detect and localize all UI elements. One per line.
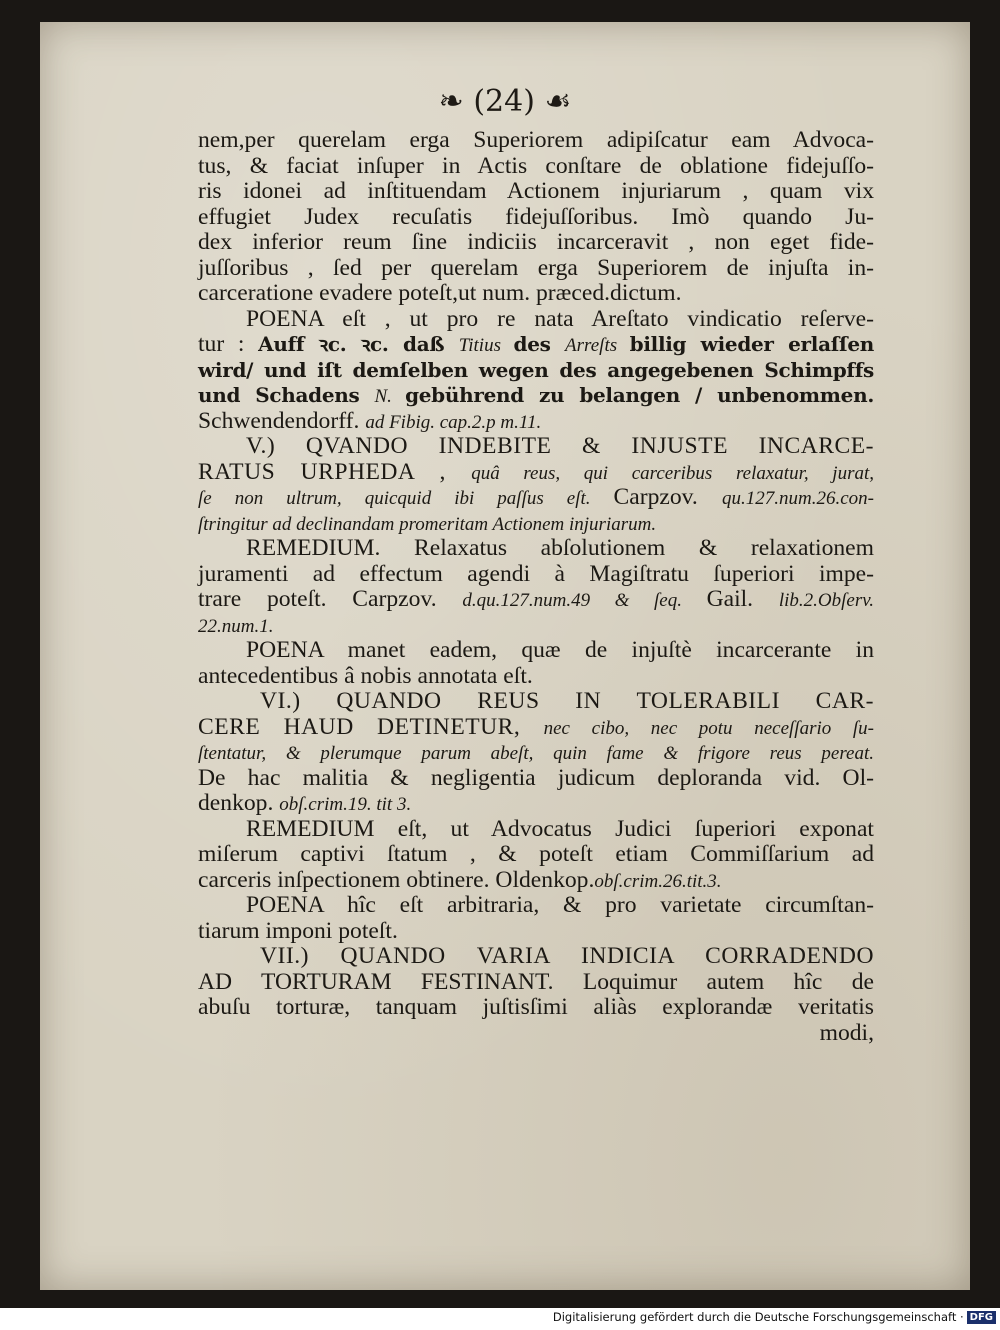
line-text: denkop.: [198, 790, 280, 816]
text-line: [198, 868, 874, 894]
text-line: [198, 281, 874, 307]
line-text: VI.) QUANDO REUS IN TOLERABILI CAR-: [260, 688, 874, 714]
italic-text: lib.2.Obſerv.: [778, 590, 874, 611]
line-text: REMEDIUM. Relaxatus abſolutionem & relaxationem: [246, 535, 874, 561]
text-line: [198, 613, 874, 639]
text-line: [198, 970, 874, 996]
line-text: carceratione evadere poteſt,ut num. præced.dictum.: [198, 280, 682, 306]
text-line: [198, 562, 874, 588]
italic-text: d.qu.127.num.49 & ſeq.: [462, 590, 707, 611]
body-text: [198, 128, 874, 1046]
page-number: [40, 84, 970, 119]
line-text: dex inferior reum ſine indiciis incarceravit , non eget fide-: [198, 229, 874, 255]
page-number-text: ❧ (24) ☙: [438, 84, 572, 119]
line-text: tus, & faciat inſuper in Actis conſtare de oblatione fidejuſſo-: [198, 152, 874, 179]
italic-text: ſtentatur, & plerumque parum abeſt, quin fame & frigore reus pereat.: [198, 743, 874, 764]
blackletter-text: gebührend zu belangen / unbenommen.: [405, 383, 874, 407]
line-text: abuſu torturæ, tanquam juſtisſimi aliàs explorandæ veritatis: [198, 994, 874, 1020]
digitization-credit: [0, 1310, 996, 1330]
italic-text: ſtringitur ad declinandam promeritam Actionem injuriarum.: [198, 513, 657, 535]
italic-text: Arreſts: [565, 335, 630, 356]
line-text: RATUS URPHEDA ,: [198, 458, 472, 485]
line-text: trare poteſt. Carpzov.: [198, 586, 463, 612]
line-text: nem,per querelam erga Superiorem adipiſcatur eam Advoca-: [198, 127, 874, 153]
blackletter-text: des: [513, 332, 566, 356]
italic-text: qu.127.num.26.con-: [722, 488, 874, 509]
line-text: V.) QVANDO INDEBITE & INJUSTE INCARCE-: [246, 433, 874, 459]
credit-text: Digitalisierung gefördert durch die Deutsche Forschungsgemeinschaft ·: [552, 1310, 964, 1324]
catchword-text: modi,: [819, 1019, 874, 1046]
line-text: carceris inſpectionem obtinere. Oldenkop.: [198, 866, 595, 893]
italic-text: obſ.crim.26.tit.3.: [594, 870, 722, 892]
text-line: [198, 307, 874, 333]
line-text: tur :: [198, 331, 259, 357]
line-text: POENA eſt , ut pro re nata Areſtato vindicatio reſerve-: [246, 305, 874, 332]
line-text: Schwendendorff.: [198, 407, 366, 434]
text-line: [198, 689, 874, 715]
line-text: effugiet Judex recuſatis fidejuſſoribus. Imò quando Ju-: [198, 203, 874, 230]
text-line: [198, 154, 874, 180]
text-line: [198, 944, 874, 970]
text-line: [198, 460, 874, 486]
blackletter-text: billig wieder erlaſſen: [629, 332, 875, 356]
blackletter-text: und Schadens: [198, 383, 375, 407]
dfg-logo: DFG: [967, 1311, 996, 1324]
text-line: [198, 409, 874, 435]
line-text: AD TORTURAM FESTINANT. Loquimur autem hîc de: [198, 968, 874, 995]
text-line: [198, 205, 874, 231]
italic-text: nec cibo, nec potu neceſſario ſu-: [543, 717, 875, 739]
text-line: [198, 893, 874, 919]
italic-text: ſe non ultrum, quicquid ibi paſſus eſt.: [198, 488, 614, 509]
book-page: [40, 22, 970, 1290]
blackletter-text: wird/ und iſt demſelben wegen des angegebenen Schimpffs: [198, 357, 874, 382]
line-text: miſerum captivi ſtatum , & poteſt etiam Commiſſarium ad: [198, 841, 874, 867]
text-line: [198, 179, 874, 205]
line-text: tiarum imponi poteſt.: [198, 917, 398, 944]
text-line: [198, 536, 874, 562]
line-text: ris idonei ad inſtituendam Actionem injuriarum , quam vix: [198, 178, 874, 204]
text-line: [198, 664, 874, 690]
text-line: [198, 995, 874, 1021]
catchword: [198, 1021, 874, 1047]
line-text: VII.) QUANDO VARIA INDICIA CORRADENDO: [260, 943, 874, 969]
line-text: Gail.: [706, 586, 779, 612]
line-text: De hac malitia & negligentia judicum deploranda vid. Ol-: [198, 764, 874, 791]
text-line: [198, 256, 874, 282]
line-text: juſſoribus , ſed per querelam erga Superiorem de injuſta in-: [198, 254, 874, 281]
italic-text: N.: [374, 386, 406, 407]
text-line: [198, 332, 874, 358]
text-line: [198, 485, 874, 511]
italic-text: ad Fibig. cap.2.p m.11.: [365, 411, 542, 433]
text-line: [198, 587, 874, 613]
text-line: [198, 638, 874, 664]
text-line: [198, 766, 874, 792]
text-line: [198, 230, 874, 256]
text-line: [198, 842, 874, 868]
line-text: CERE HAUD DETINETUR,: [198, 713, 544, 740]
italic-text: Titius: [458, 335, 514, 356]
line-text: antecedentibus â nobis annotata eſt.: [198, 662, 533, 689]
italic-text: 22.num.1.: [198, 615, 274, 637]
text-line: [198, 434, 874, 460]
text-line: [198, 919, 874, 945]
text-line: [198, 358, 874, 384]
line-text: juramenti ad effectum agendi à Magiſtratu ſuperiori impe-: [198, 560, 874, 587]
italic-text: quâ reus, qui carceribus relaxatur, jurat,: [471, 462, 874, 484]
text-line: [198, 740, 874, 766]
text-line: [198, 817, 874, 843]
text-line: [198, 715, 874, 741]
text-line: [198, 383, 874, 409]
line-text: REMEDIUM eſt, ut Advocatus Judici ſuperiori exponat: [246, 815, 874, 842]
italic-text: obſ.crim.19. tit 3.: [279, 794, 412, 815]
text-line: [198, 511, 874, 537]
blackletter-text: Auff ꝛc. ꝛc. daß: [258, 332, 459, 356]
line-text: POENA hîc eſt arbitraria, & pro varietate circumſtan-: [246, 892, 874, 918]
text-line: [198, 128, 874, 154]
line-text: POENA manet eadem, quæ de injuſtè incarcerante in: [246, 637, 874, 663]
line-text: Carpzov.: [613, 484, 722, 510]
text-line: [198, 791, 874, 817]
